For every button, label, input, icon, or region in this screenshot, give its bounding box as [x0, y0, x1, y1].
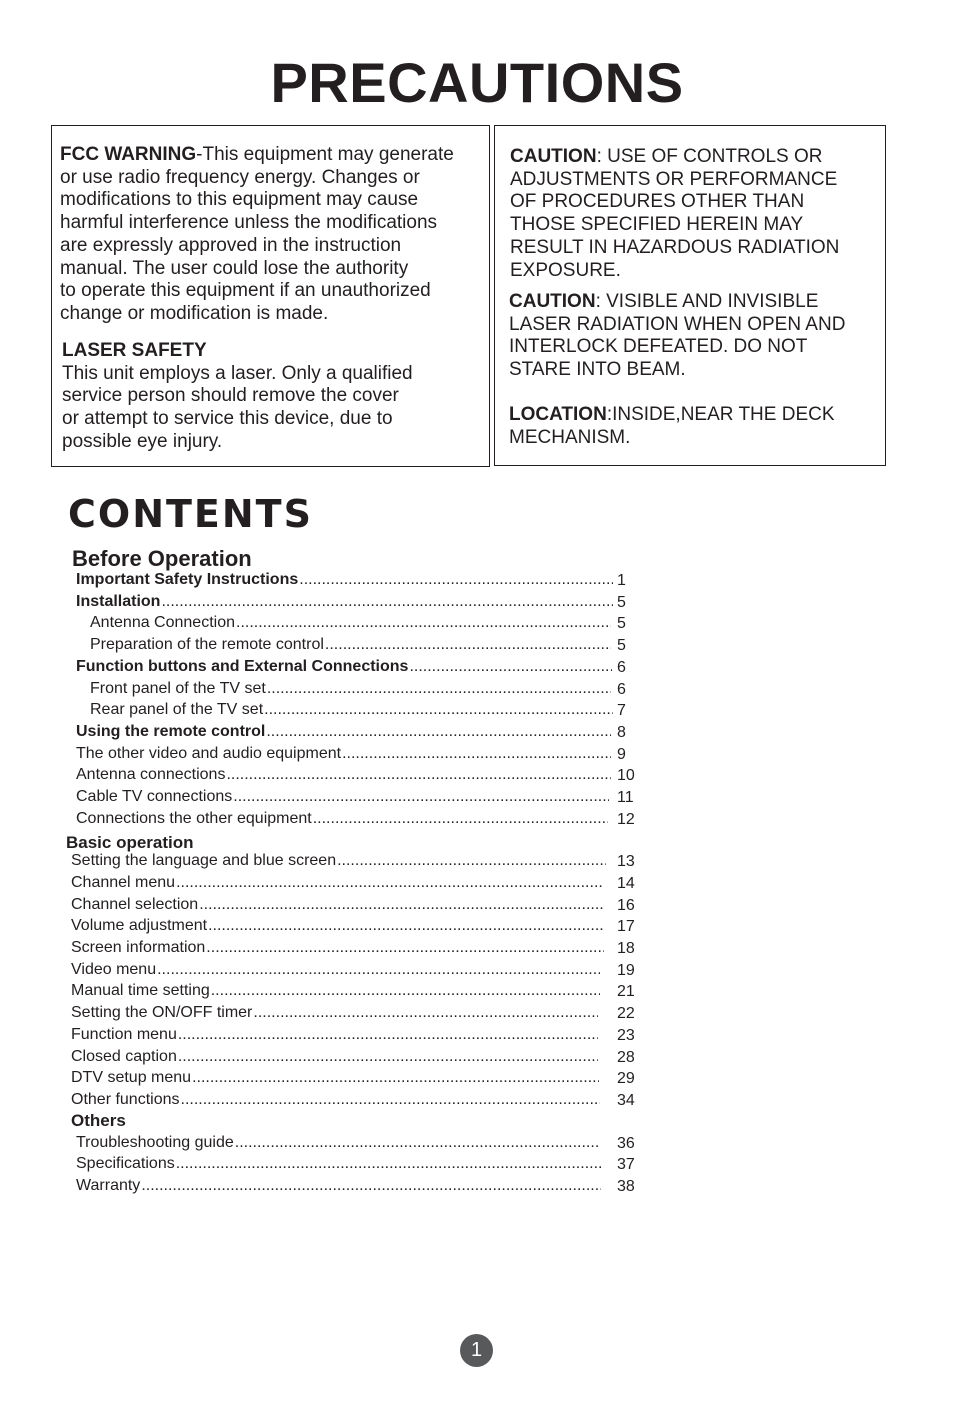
- toc-entry-label: Video menu: [71, 961, 157, 978]
- toc-leader-dots: [161, 593, 613, 611]
- toc-entry-page: 6: [617, 681, 626, 698]
- toc-entry-page: 29: [617, 1070, 635, 1087]
- toc-entry-page: 36: [617, 1135, 635, 1152]
- toc-entry-label: Specifications: [76, 1155, 175, 1172]
- toc-entry-label: Warranty: [76, 1177, 141, 1194]
- toc-entry: [71, 1004, 599, 1024]
- toc-entry-page: 38: [617, 1178, 635, 1195]
- toc-entry: [90, 701, 614, 721]
- toc-entry: [71, 874, 605, 894]
- toc-entry-label: Rear panel of the TV set: [90, 701, 264, 718]
- toc-entry-page: 23: [617, 1027, 635, 1044]
- toc-leader-dots: [236, 614, 611, 632]
- toc-entry: [90, 636, 612, 656]
- toc-entry-label: Cable TV connections: [76, 788, 233, 805]
- toc-entry-page: 22: [617, 1005, 635, 1022]
- toc-leader-dots: [266, 723, 611, 741]
- toc-entry-label: Using the remote control: [76, 723, 266, 740]
- toc-entry-label: Front panel of the TV set: [90, 680, 266, 697]
- location-label: LOCATION: [509, 404, 607, 425]
- toc-entry: [76, 1177, 602, 1197]
- toc-entry-label: Manual time setting: [71, 982, 210, 999]
- toc-entry-page: 6: [617, 659, 626, 676]
- toc-entry: [76, 723, 612, 743]
- toc-entry-label: Setting the language and blue screen: [71, 852, 337, 869]
- toc-entry: [76, 593, 614, 613]
- toc-entry: [76, 658, 613, 678]
- toc-entry-label: Other functions: [71, 1091, 180, 1108]
- toc-entry-page: 1: [617, 572, 626, 589]
- toc-entry-page: 12: [617, 811, 635, 828]
- page-title: PRECAUTIONS: [270, 51, 684, 114]
- toc-entry-label: Channel menu: [71, 874, 176, 891]
- toc-entry: [76, 788, 610, 808]
- toc-entry: [76, 745, 612, 765]
- toc-leader-dots: [235, 1134, 600, 1152]
- toc-entry-page: 17: [617, 918, 635, 935]
- caution-label: CAUTION: [510, 146, 597, 167]
- toc-entry-label: Troubleshooting guide: [76, 1134, 234, 1151]
- toc-entry: [71, 1069, 600, 1089]
- toc-entry-label: DTV setup menu: [71, 1069, 192, 1086]
- page-number-badge: 1: [460, 1334, 493, 1367]
- toc-leader-dots: [342, 745, 611, 763]
- toc-leader-dots: [141, 1177, 601, 1195]
- toc-leader-dots: [313, 810, 608, 828]
- toc-entry-label: Screen information: [71, 939, 206, 956]
- toc-entry-page: 8: [617, 724, 626, 741]
- toc-entry-label: Important Safety Instructions: [76, 571, 299, 588]
- toc-entry-label: Installation: [76, 593, 161, 610]
- toc-entry-page: 19: [617, 962, 635, 979]
- caution-label: CAUTION: [509, 291, 596, 312]
- laser-safety-text: LASER SAFETY This unit employs a laser. Only a qualified service person should remove the cover or attempt to service this device, due to possible eye injury.: [62, 340, 482, 454]
- toc-entry-page: 13: [617, 853, 635, 870]
- toc-leader-dots: [199, 896, 605, 914]
- toc-leader-dots: [206, 939, 604, 957]
- section-heading-before-operation: Before Operation: [72, 546, 252, 571]
- toc-leader-dots: [264, 701, 613, 719]
- caution-controls-text: CAUTION: USE OF CONTROLS OR ADJUSTMENTS OR PERFORMANCE OF PROCEDURES OTHER THAN THOSE SPECIFIED HEREIN MAY RESULT IN HAZARDOUS RADIATION EXPOSURE.: [510, 146, 840, 281]
- toc-entry: [71, 896, 606, 916]
- toc-leader-dots: [337, 852, 606, 870]
- toc-entry: [90, 614, 612, 634]
- section-heading-others: Others: [71, 1111, 126, 1130]
- toc-entry: [90, 680, 612, 700]
- toc-entry: [76, 1155, 605, 1175]
- toc-leader-dots: [178, 1048, 598, 1066]
- toc-entry-page: 5: [617, 615, 626, 632]
- toc-entry-label: Function buttons and External Connections: [76, 658, 409, 675]
- toc-leader-dots: [208, 917, 603, 935]
- fcc-warning-label: FCC WARNING: [60, 144, 197, 165]
- toc-entry: [71, 917, 604, 937]
- toc-entry-label: The other video and audio equipment: [76, 745, 342, 762]
- toc-entry: [71, 982, 601, 1002]
- caution-laser-text: CAUTION: VISIBLE AND INVISIBLE LASER RADIATION WHEN OPEN AND INTERLOCK DEFEATED. DO NOT STARE INTO BEAM.: [509, 291, 846, 381]
- toc-entry-page: 37: [617, 1156, 635, 1173]
- toc-entry-page: 5: [617, 637, 626, 654]
- toc-entry-page: 5: [617, 594, 626, 611]
- toc-entry: [76, 1134, 601, 1154]
- toc-leader-dots: [176, 874, 604, 892]
- fcc-warning-text: FCC WARNING-This equipment may generate or use radio frequency energy. Changes or modifications to this equipment may cause harmful interference unless the modifications are expressly approved in the instruction manual. The user could lose the authority to operate this equipment if an unauthorized change or modification is made.: [60, 144, 454, 324]
- toc-entry: [71, 961, 601, 981]
- toc-entry: [71, 1048, 599, 1068]
- toc-leader-dots: [211, 982, 600, 1000]
- toc-entry: [76, 571, 614, 591]
- toc-leader-dots: [181, 1091, 601, 1109]
- toc-entry-page: 21: [617, 983, 635, 1000]
- toc-leader-dots: [176, 1155, 604, 1173]
- toc-entry-page: 28: [617, 1049, 635, 1066]
- toc-entry: [76, 810, 609, 830]
- toc-entry: [71, 1091, 601, 1111]
- toc-entry-page: 7: [617, 702, 626, 719]
- section-heading-basic-operation: Basic operation: [66, 833, 194, 852]
- toc-entry-page: 11: [617, 789, 634, 806]
- toc-entry: [71, 852, 607, 872]
- toc-entry-label: Connections the other equipment: [76, 810, 312, 827]
- toc-entry: [76, 766, 612, 786]
- toc-leader-dots: [253, 1004, 598, 1022]
- location-text: LOCATION:INSIDE,NEAR THE DECK MECHANISM.: [509, 404, 835, 448]
- toc-entry-label: Antenna Connection: [90, 614, 235, 631]
- toc-entry-label: Function menu: [71, 1026, 177, 1043]
- toc-leader-dots: [157, 961, 600, 979]
- toc-entry-label: Volume adjustment: [71, 917, 208, 934]
- contents-title: CONTENTS: [68, 492, 313, 536]
- toc-entry-page: 18: [617, 940, 635, 957]
- toc-entry-page: 10: [617, 767, 635, 784]
- toc-leader-dots: [325, 636, 611, 654]
- toc-entry-page: 9: [617, 746, 626, 763]
- toc-entry-label: Closed caption: [71, 1048, 177, 1065]
- toc-entry-label: Channel selection: [71, 896, 199, 913]
- toc-leader-dots: [267, 680, 611, 698]
- toc-entry: [71, 1026, 599, 1046]
- toc-entry-page: 14: [617, 875, 635, 892]
- toc-leader-dots: [192, 1069, 599, 1087]
- toc-entry-page: 16: [617, 897, 635, 914]
- toc-entry-label: Setting the ON/OFF timer: [71, 1004, 253, 1021]
- toc-entry-label: Antenna connections: [76, 766, 226, 783]
- toc-leader-dots: [233, 788, 609, 806]
- toc-entry: [71, 939, 605, 959]
- laser-safety-heading: LASER SAFETY: [62, 340, 207, 361]
- toc-entry-label: Preparation of the remote control: [90, 636, 324, 653]
- toc-leader-dots: [299, 571, 613, 589]
- toc-leader-dots: [409, 658, 612, 676]
- toc-entry-page: 34: [617, 1092, 635, 1109]
- toc-leader-dots: [226, 766, 611, 784]
- toc-leader-dots: [178, 1026, 598, 1044]
